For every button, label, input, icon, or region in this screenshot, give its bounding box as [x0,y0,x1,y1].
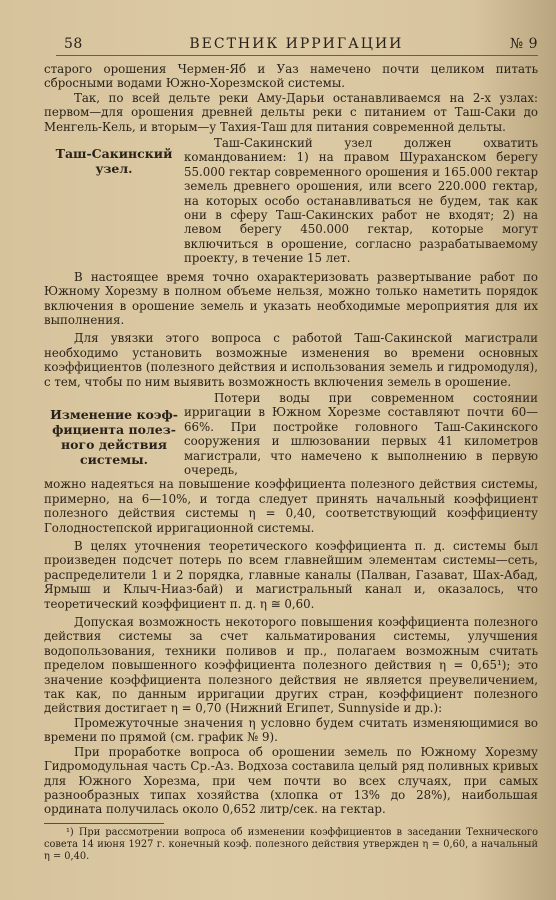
paragraph: В целях уточнения теоретического коэффициента п. д. системы был произведен подсчет потерь по всем главнейшим элементам системы—сеть, распределители 1 и 2 порядка, главные каналы (Палван, Газават, Шах-Абад, Ярмыш и Клыч-Ниаз-бай) и магистральный канал и, оказалось, что теоретический коэффициент п. д. η ≅ 0,60. [44,539,538,611]
paragraph: При проработке вопроса об орошении земель по Южному Хорезму Гидромодульная часть Ср.-Аз. Водхоза составила целый ряд поливных кривых для Южного Хорезма, при чем почти во всех случаях, при самых разнообразных типах хозяйства (хлопка от 13% до 28%), наибольшая ордината получилась около 0,652 литр/сек. на гектар. [44,744,538,817]
section-body [184,136,538,266]
paragraph: Так, по всей дельте реки Аму-Дарьи останавливаемся на 2-х узлах: первом—для орошения древней дельты реки с питанием от Таш-Саки до Менгель-Кель, и вторым—у Тахия-Таш для питания современной дельты. [44,90,538,134]
footnote-rule [44,823,164,824]
sidenote-heading: Таш-Сакинский узел. [55,146,173,177]
paragraph: старого орошения Чермен-Яб и Уаз намечено почти целиком питать сбросными водами Южно-Хорезмской системы. [44,62,538,91]
section-coefficient-change [44,391,538,477]
paragraph: Потери воды при современном состоянии ирригации в Южном Хорезме составляют почти 60—66%. При постройке головного Таш-Сакинского сооружения и шлюзовании первых 41 километров магистрали, что намечено к выполнению в первую очередь, [184,390,538,477]
sidenote-heading: Изменение коэф- фициента полез- ного действия системы. [50,406,178,467]
journal-title: ВЕСТНИК ИРРИГАЦИИ [189,36,404,52]
page-number: 58 [64,36,83,52]
paragraph: Промежуточные значения η условно будем считать изменяющимися во времени по прямой (см. график № 9). [44,715,538,745]
paragraph: В настоящее время точно охарактеризовать развертывание работ по Южному Хорезму в полном объеме нельзя, можно только наметить порядок включения в орошение земель и указать необходимые мероприятия для их выполнения. [44,269,538,327]
paragraph: Допуская возможность некоторого повышения коэффициента полезного действия системы за счет кальматирования системы, улучшения водопользования, техники поливов и пр., полагаем возможным считать пределом повышенного коэффициента полезного действия η = 0,65¹); это значение коэффициента полезного действия не является преувеличением, так как, по данным ирригации других стран, коэффициент полезного действия достигает η = 0,70 (Нижний Египет, Sunnyside и др.): [44,615,538,716]
section-body [184,391,538,477]
paragraph: Таш-Сакинский узел должен охватить командованием: 1) на правом Шураханском берегу 55.000 гектар современного орошения и 165.000 гектар земель древнего орошения, или всего 220.000 гектар, на которых особо останавливаться не будем, так как они в сферу Таш-Сакинских работ не входят; 2) на левом берегу 450.000 гектар, которые могут включиться в орошение, согласно разрабатываемому проекту, в течение 15 лет. [184,136,538,266]
issue-number: № 9 [509,36,538,52]
paragraph: можно надеяться на повышение коэффициента полезного действия системы, примерно, на 6—10%, и тогда следует принять начальный коэффициент полезного действия системы η = 0,40, соответствующий коэффициенту Голодностепской ирригационной системы. [44,477,538,535]
section-tash-saki [44,136,538,266]
footnote: ¹) При рассмотрении вопроса об изменении коэффициентов в заседании Технического совета 14 июня 1927 г. конечный коэф. полезного действия утвержден η = 0,60, а начальный η = 0,40. [44,826,538,862]
paragraph: Для увязки этого вопроса с работой Таш-Сакинской магистрали необходимо установить возможные изменения во времени основных коэффициентов (полезного действия и использования земель и гидромодуля), с тем, чтобы по ним выявить возможность включения земель в орошение. [44,331,538,389]
running-header [56,30,538,56]
